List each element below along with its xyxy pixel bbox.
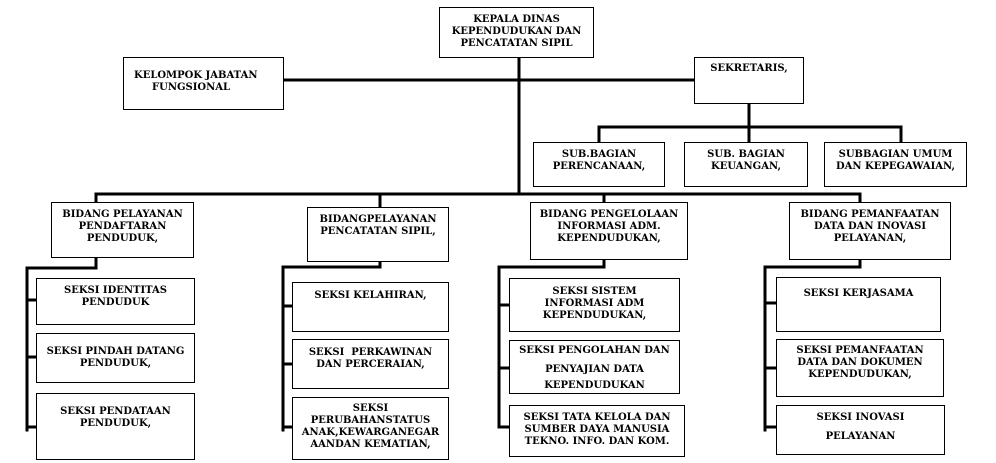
head-line-2: KEPENDUDUKAN DAN xyxy=(451,26,582,37)
seksi-line-1: SEKSI SISTEM xyxy=(552,286,637,297)
seksi-line-2: SUMBER DAYA MANUSIA xyxy=(524,424,670,435)
seksi-line-1: SEKSI PERKAWINAN xyxy=(308,347,433,358)
bidang-line-1: BIDANG PELAYANAN xyxy=(62,209,183,220)
seksi-line-1: SEKSI TATA KELOLA DAN xyxy=(523,412,671,423)
seksi-line-1: SEKSI xyxy=(352,403,389,414)
seksi-pengolahan-box xyxy=(509,340,680,394)
seksi-line-1: SEKSI KELAHIRAN, xyxy=(314,290,427,301)
seksi-line-2: PELAYANAN xyxy=(825,431,896,442)
subbagian-line-1: SUB. BAGIAN xyxy=(707,149,785,160)
bidang-pengelolaan-box xyxy=(530,202,688,260)
bidang-line-2: PENCATATAN SIPIL, xyxy=(320,226,436,237)
subbagian-line-1: SUB.BAGIAN xyxy=(561,149,637,160)
seksi-perkawinan-box xyxy=(292,339,449,389)
kelompok-jabatan-box xyxy=(123,57,284,110)
seksi-line-1: SEKSI PENGOLAHAN DAN xyxy=(519,345,670,356)
bidang-pemanfaatan-box xyxy=(789,202,951,260)
bidang-line-3: KEPENDUDUKAN, xyxy=(557,233,661,244)
head-line-1: KEPALA DINAS xyxy=(473,14,560,25)
seksi-line-2: PENDUDUK, xyxy=(79,418,152,429)
seksi-line-1: SEKSI KERJASAMA xyxy=(803,288,914,299)
bidang-line-1: BIDANG PENGELOLAAN xyxy=(539,209,679,220)
subbagian-umum-box xyxy=(824,142,967,187)
seksi-line-2: PENDUDUK xyxy=(81,297,150,308)
subbagian-line-2: KEUANGAN, xyxy=(711,161,781,172)
seksi-pendataan-box xyxy=(36,393,195,460)
head-line-3: PENCATATAN SIPIL xyxy=(460,38,573,49)
seksi-sistem-informasi-box xyxy=(509,278,680,332)
subbagian-line-2: DAN KEPEGAWAIAN, xyxy=(835,161,956,172)
seksi-line-3: ANAK,KEWARGANEGAR xyxy=(301,427,440,438)
seksi-line-3: KEPENDUDUKAN, xyxy=(542,310,647,321)
seksi-line-1: SEKSI PINDAH DATANG xyxy=(46,346,185,357)
bidang-line-2: DATA DAN INOVASI xyxy=(813,221,927,232)
seksi-line-2: PERUBAHANSTATUS xyxy=(310,415,431,426)
seksi-pemanfaatan-data-box xyxy=(776,339,944,397)
head-box xyxy=(439,7,594,58)
seksi-tata-kelola-box xyxy=(509,405,685,457)
seksi-line-3: KEPENDUDUKAN, xyxy=(808,369,912,380)
bidang-line-2: PENDAFTARAN xyxy=(78,221,167,232)
seksi-perubahan-status-box xyxy=(292,397,449,460)
kelompok-line-1: KELOMPOK JABATAN xyxy=(134,70,258,81)
seksi-kerjasama-box xyxy=(776,277,941,332)
seksi-line-1: SEKSI PENDATAAN xyxy=(60,406,171,417)
sekretaris-label: SEKRETARIS, xyxy=(710,63,788,74)
kelompok-line-2: FUNGSIONAL xyxy=(152,82,231,93)
subbagian-perencanaan-box xyxy=(533,142,665,187)
subbagian-line-1: SUBBAGIAN UMUM xyxy=(838,149,953,160)
seksi-line-2: DAN PERCERAIAN, xyxy=(316,359,425,370)
subbagian-keuangan-box xyxy=(684,142,808,187)
seksi-line-2: PENYAJIAN DATA xyxy=(545,364,644,375)
bidang-line-1: BIDANG PEMANFAATAN xyxy=(800,209,940,220)
seksi-line-3: KEPENDUDUKAN xyxy=(544,380,645,391)
seksi-inovasi-box xyxy=(776,405,945,455)
seksi-line-4: AANDAN KEMATIAN, xyxy=(310,439,431,450)
seksi-identitas-box xyxy=(36,278,195,325)
subbagian-line-2: PERENCANAAN, xyxy=(552,161,646,172)
seksi-line-1: SEKSI IDENTITAS xyxy=(63,285,168,296)
bidang-line-1: BIDANGPELAYANAN xyxy=(319,214,437,225)
bidang-line-3: PELAYANAN, xyxy=(833,233,907,244)
seksi-line-2: PENDUDUK, xyxy=(79,358,152,369)
seksi-line-3: TEKNO. INFO. DAN KOM. xyxy=(524,436,670,447)
seksi-kelahiran-box xyxy=(292,282,449,332)
sekretaris-box xyxy=(694,57,804,104)
seksi-pindah-datang-box xyxy=(36,333,195,383)
bidang-pencatatan-box xyxy=(307,207,449,262)
seksi-line-2: DATA DAN DOKUMEN xyxy=(797,357,923,368)
seksi-line-2: INFORMASI ADM xyxy=(544,298,645,309)
bidang-line-2: INFORMASI ADM. xyxy=(557,221,661,232)
seksi-line-1: SEKSI PEMANFAATAN xyxy=(796,345,924,356)
seksi-line-1: SEKSI INOVASI xyxy=(816,412,905,423)
bidang-pendaftaran-box xyxy=(51,202,194,258)
bidang-line-3: PENDUDUK, xyxy=(86,233,159,244)
